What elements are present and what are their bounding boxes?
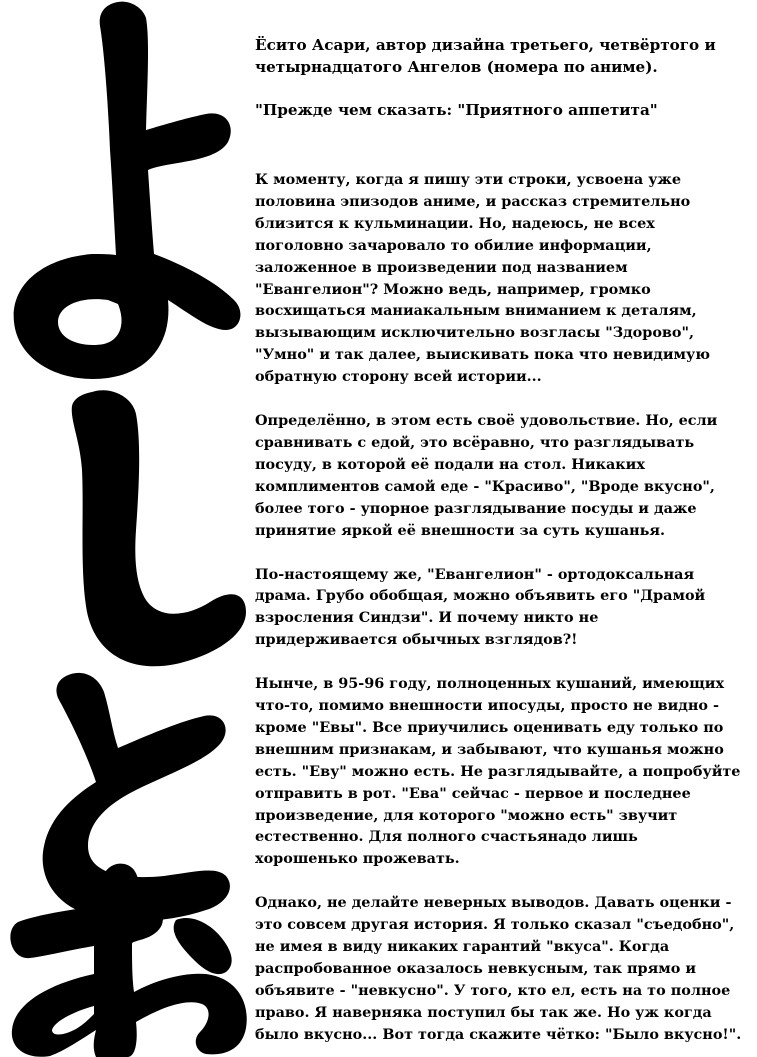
calligraphy-glyphs (0, 0, 250, 1057)
glyph-shi (72, 390, 246, 666)
author-intro: Ёсито Асари, автор дизайна третьего, четвёртого и четырнадцатого Ангелов (номера по аниме). (255, 36, 716, 76)
paragraph-3: По-настоящему же, "Евангелион" - ортодоксальная драма. Грубо обобщая, можно объявить его "Драмой взросления Синдзи". И почему никто не придерживается обычных взглядов?! (255, 565, 706, 649)
paragraph-2: Определённо, в этом есть своё удовольствие. Но, если сравнивать с едой, это всёравно, что разглядывать посуду, в которой её подали на стол. Никаких комплиментов самой еде - "Красиво", "Вроде вкусно", более того - упорное разглядывание посуды и даже принятие яркой её внешности за суть кушанья. (255, 412, 718, 539)
glyph-yo (14, 2, 241, 379)
article-title: "Прежде чем сказать: "Приятного аппетита" (255, 101, 658, 119)
article-text (255, 34, 745, 1046)
paragraph-5: Однако, не делайте неверных выводов. Давать оценки - это совсем другая история. Я только сказал "съедобно", не имея в виду никаких гарантий "вкуса". Когда распробованное оказалось невкусным, так прямо и объявите - "невкусно". У того, кто ел, есть на то полное право. Я наверняка поступил бы так же. Но уж когда было вкусно... Вот тогда скажите чётко: "Было вкусно!". (255, 894, 742, 1043)
paragraph-1: К моменту, когда я пишу эти строки, усвоена уже половина эпизодов аниме, и рассказ стремительно близится к кульминации. Но, надеюсь, не всех поголовно зачаровало то обилие информации, заложенное в произведении под названием "Евангелион"? Можно ведь, например, громко восхищаться маниакальным вниманием к деталям, вызывающим исключительно возгласы "Здорово", "Умно" и так далее, выискивать пока что невидимую обратную сторону всей истории... (255, 171, 710, 386)
author-name-calligraphy (0, 0, 250, 1057)
paragraph-4: Нынче, в 95-96 году, полноценных кушаний, имеющих что-то, помимо внешности ипосуды, просто не видно - кроме "Евы". Все приучились оценивать еду только по внешним признакам, и забывают, что кушанья можно есть. "Еву" можно есть. Не разглядывайте, а попробуйте отправить в рот. "Ева" сейчас - первое и последнее произведение, для которого "можно есть" звучит естественно. Для полного счастьянадо лишь хорошенько прожевать. (255, 675, 741, 868)
